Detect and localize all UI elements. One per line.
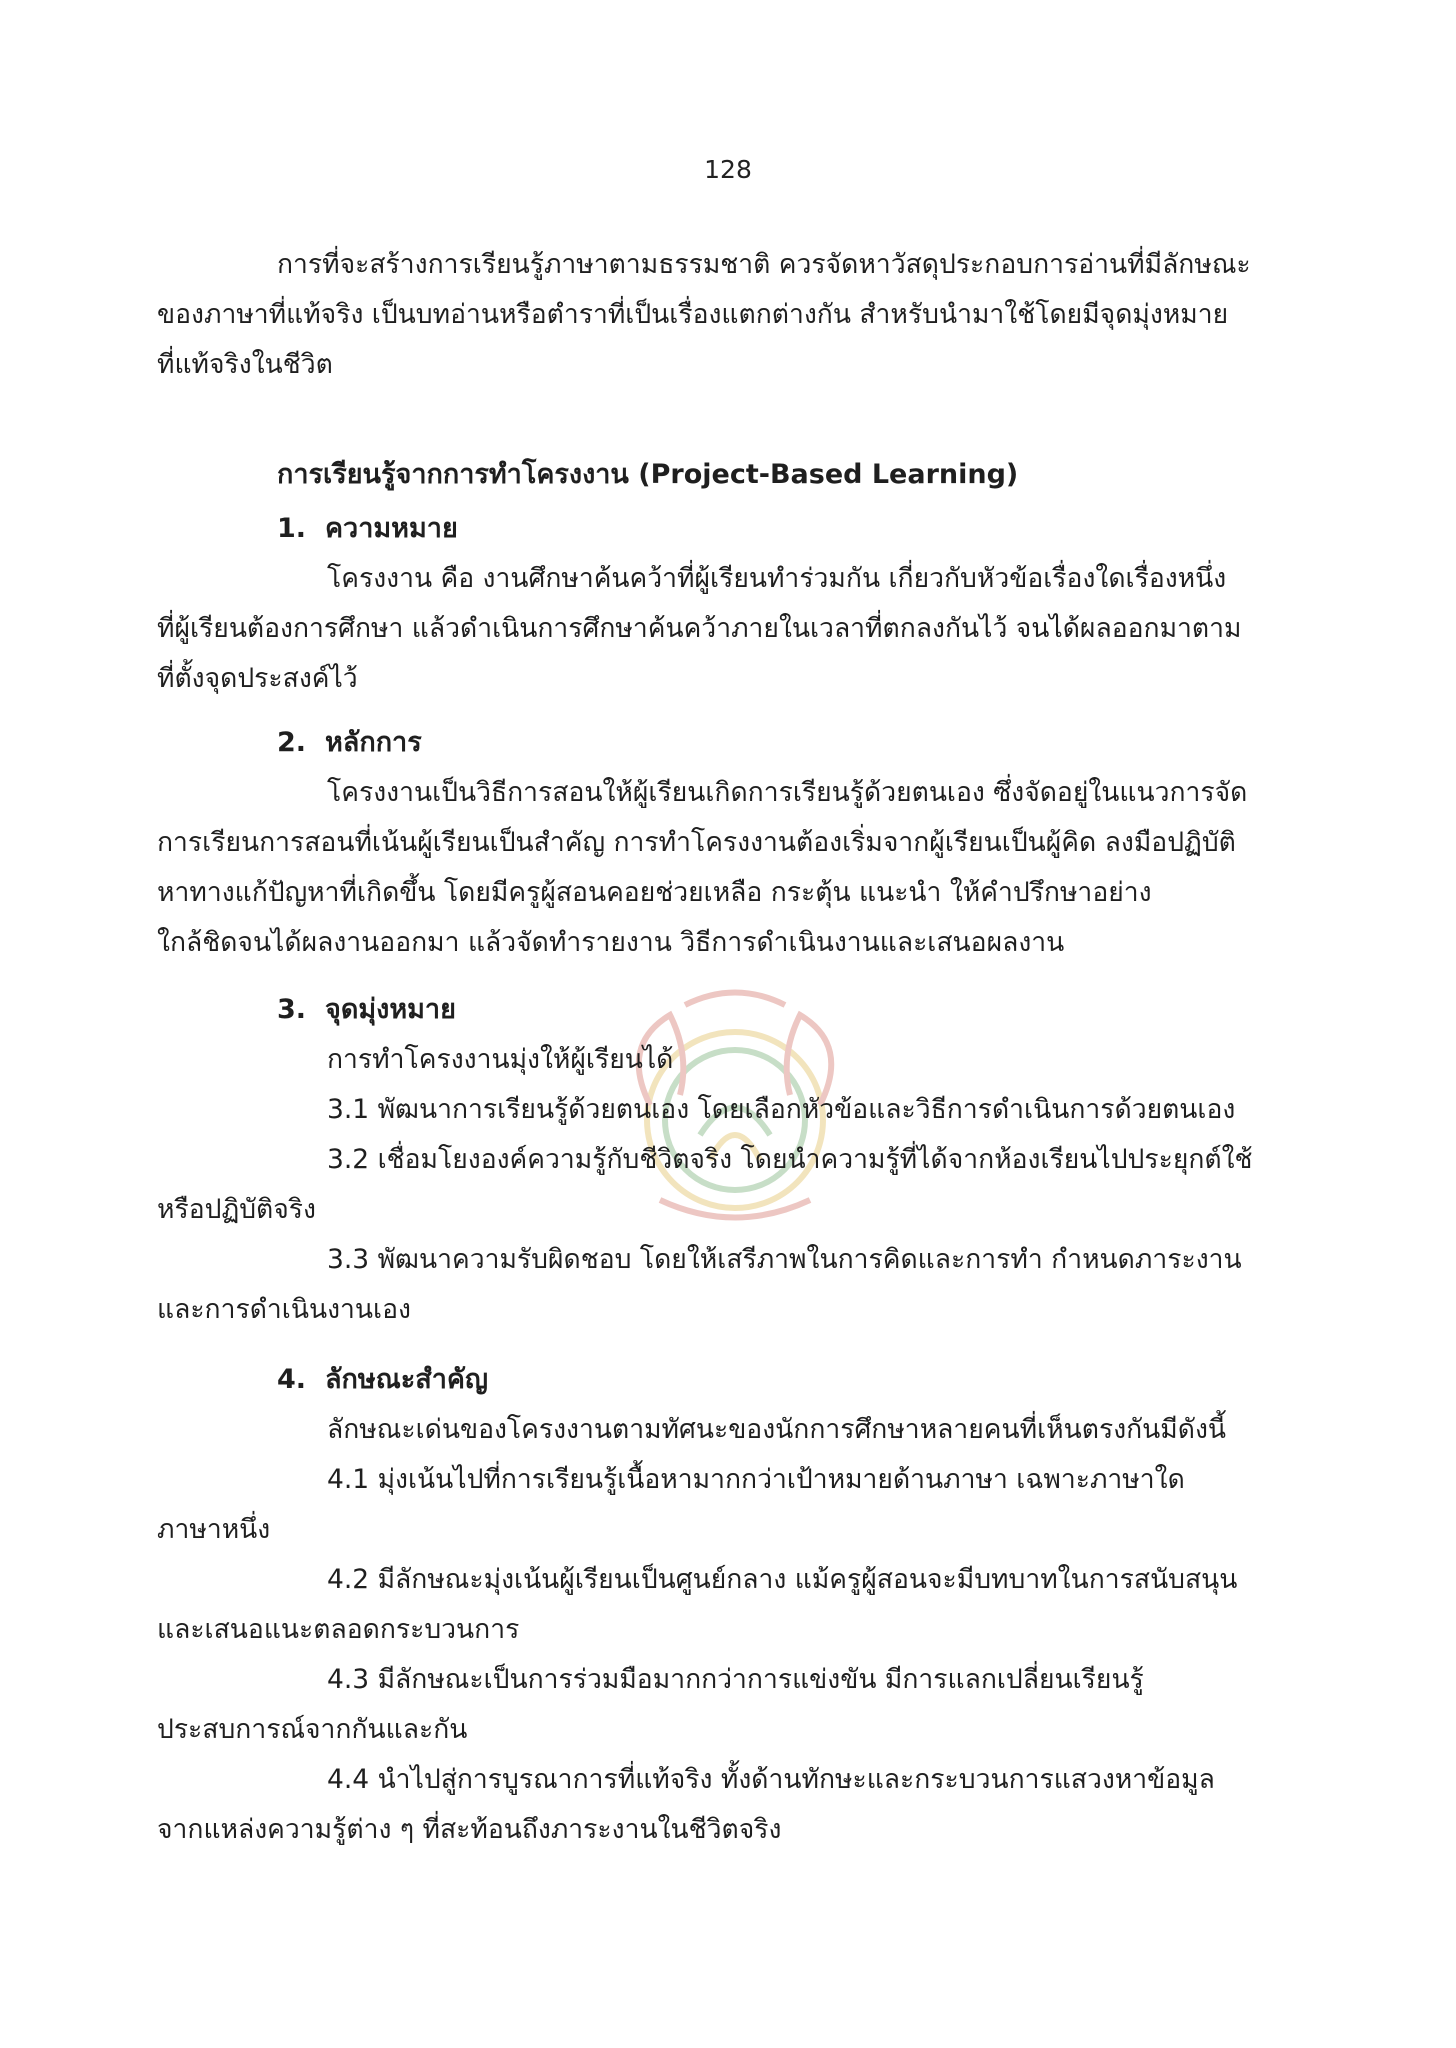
intro-line: ที่แท้จริงในชีวิต xyxy=(157,349,333,380)
section-1-heading xyxy=(157,504,1303,554)
section-4-lead: ลักษณะเด่นของโครงงานตามทัศนะของนักการศึกษาหลายคนที่เห็นตรงกันมีดังนี้ xyxy=(327,1414,1227,1445)
section-4-item-cont: ภาษาหนึ่ง xyxy=(157,1514,271,1545)
section-3 xyxy=(157,985,1303,1335)
section-4-title: ลักษณะสำคัญ xyxy=(325,1364,488,1395)
section-3-heading xyxy=(157,985,1303,1035)
section-3-item: 3.3 พัฒนาความรับผิดชอบ โดยให้เสรีภาพในการคิดและการทำ กำหนดภาระงาน xyxy=(327,1244,1242,1275)
section-4-item-cont: ประสบการณ์จากกันและกัน xyxy=(157,1714,468,1745)
section-2-line: โครงงานเป็นวิธีการสอนให้ผู้เรียนเกิดการเรียนรู้ด้วยตนเอง ซึ่งจัดอยู่ในแนวการจัด xyxy=(327,777,1248,808)
section-2-title: หลักการ xyxy=(325,727,422,758)
page-number: 128 xyxy=(704,155,752,184)
intro-line: การที่จะสร้างการเรียนรู้ภาษาตามธรรมชาติ ควรจัดหาวัสดุประกอบการอ่านที่มีลักษณะ xyxy=(277,249,1251,280)
intro-line: ของภาษาที่แท้จริง เป็นบทอ่านหรือตำราที่เป็นเรื่องแตกต่างกัน สำหรับนำมาใช้โดยมีจุดมุ่งหมาย xyxy=(157,299,1229,330)
section-2-heading xyxy=(157,718,1303,768)
section-3-item: 3.2 เชื่อมโยงองค์ความรู้กับชีวิตจริง โดยนำความรู้ที่ได้จากห้องเรียนไปประยุกต์ใช้ xyxy=(327,1144,1253,1175)
section-title-block xyxy=(157,450,1303,500)
section-4-item: 4.3 มีลักษณะเป็นการร่วมมือมากกว่าการแข่งขัน มีการแลกเปลี่ยนเรียนรู้ xyxy=(327,1664,1144,1695)
section-3-item-cont: หรือปฏิบัติจริง xyxy=(157,1194,316,1225)
section-2-line: การเรียนการสอนที่เน้นผู้เรียนเป็นสำคัญ การทำโครงงานต้องเริ่มจากผู้เรียนเป็นผู้คิด ลงมือปฏิบัติ xyxy=(157,827,1236,858)
section-1-line: ที่ผู้เรียนต้องการศึกษา แล้วดำเนินการศึกษาค้นคว้าภายในเวลาที่ตกลงกันไว้ จนได้ผลออกมาตาม xyxy=(157,613,1242,644)
section-2-number: 2. xyxy=(277,727,307,758)
section-4-item-cont: จากแหล่งความรู้ต่าง ๆ ที่สะท้อนถึงภาระงานในชีวิตจริง xyxy=(157,1814,782,1845)
section-2-line: หาทางแก้ปัญหาที่เกิดขึ้น โดยมีครูผู้สอนคอยช่วยเหลือ กระตุ้น แนะนำ ให้คำปรึกษาอย่าง xyxy=(157,877,1152,908)
section-4-heading xyxy=(157,1355,1303,1405)
section-title: การเรียนรู้จากการทำโครงงาน (Project-Based Learning) xyxy=(277,459,1019,490)
section-4 xyxy=(157,1355,1303,1855)
section-4-item: 4.1 มุ่งเน้นไปที่การเรียนรู้เนื้อหามากกว่าเป้าหมายด้านภาษา เฉพาะภาษาใด xyxy=(327,1464,1185,1495)
section-4-item: 4.2 มีลักษณะมุ่งเน้นผู้เรียนเป็นศูนย์กลาง แม้ครูผู้สอนจะมีบทบาทในการสนับสนุน xyxy=(327,1564,1238,1595)
section-3-title: จุดมุ่งหมาย xyxy=(325,994,456,1025)
section-4-number: 4. xyxy=(277,1364,307,1395)
section-2-line: ใกล้ชิดจนได้ผลงานออกมา แล้วจัดทำรายงาน วิธีการดำเนินงานและเสนอผลงาน xyxy=(157,927,1065,958)
intro-paragraph xyxy=(157,240,1303,390)
section-4-item: 4.4 นำไปสู่การบูรณาการที่แท้จริง ทั้งด้านทักษะและกระบวนการแสวงหาข้อมูล xyxy=(327,1764,1215,1795)
section-1-number: 1. xyxy=(277,513,307,544)
section-2 xyxy=(157,718,1303,968)
section-4-item-cont: และเสนอแนะตลอดกระบวนการ xyxy=(157,1614,520,1645)
section-1-line: โครงงาน คือ งานศึกษาค้นคว้าที่ผู้เรียนทำร่วมกัน เกี่ยวกับหัวข้อเรื่องใดเรื่องหนึ่ง xyxy=(327,563,1227,594)
section-3-item: 3.1 พัฒนาการเรียนรู้ด้วยตนเอง โดยเลือกหัวข้อและวิธีการดำเนินการด้วยตนเอง xyxy=(327,1094,1236,1125)
section-3-lead: การทำโครงงานมุ่งให้ผู้เรียนได้ xyxy=(327,1044,674,1075)
section-1 xyxy=(157,504,1303,704)
section-1-line: ที่ตั้งจุดประสงค์ไว้ xyxy=(157,663,358,694)
section-3-item-cont: และการดำเนินงานเอง xyxy=(157,1294,411,1325)
section-3-number: 3. xyxy=(277,994,307,1025)
section-1-title: ความหมาย xyxy=(325,513,458,544)
